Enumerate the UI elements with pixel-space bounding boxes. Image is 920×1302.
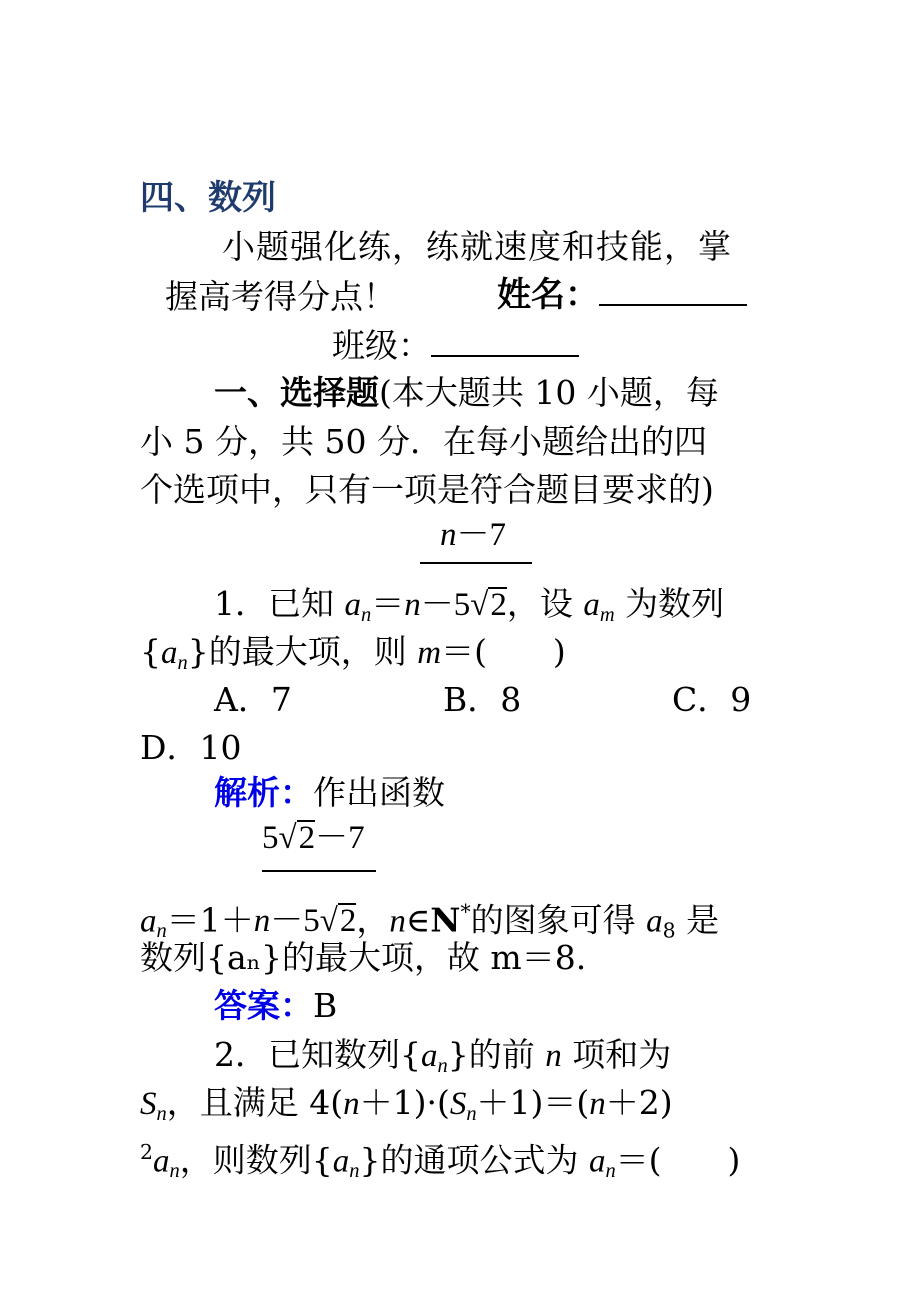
q1-analysis-line	[214, 773, 445, 813]
q1-option-a[interactable]: A．7	[214, 680, 292, 719]
analysis-line2-text: 数列{aₙ}的最大项，故 m＝8.	[140, 938, 587, 977]
q1-line2-a: 的最大项，则	[208, 632, 418, 671]
analysis-text: 作出函数	[313, 773, 445, 812]
part-title: 一、选择题	[214, 373, 379, 412]
q1-text-c: 为数列	[614, 584, 725, 623]
q2-line3-b: 的通项公式为	[380, 1140, 589, 1180]
q2-line3-a: ，则数列	[179, 1140, 312, 1180]
q2-line-3: $^2a_n$，则数列$\{a_n\}$的通项公式为 $a_n=$( )	[140, 1140, 741, 1183]
answer-value: B	[313, 986, 338, 1025]
analysis-frac-numerator: 5√2－7	[262, 820, 365, 856]
part-desc-3: 个选项中，只有一项是符合题目要求的)	[140, 470, 714, 509]
name-blank[interactable]	[599, 276, 747, 306]
q2-line1-a: 2．已知数列	[214, 1035, 400, 1074]
q1-option-d[interactable]: D．10	[140, 728, 242, 767]
class-label: 班级：	[332, 326, 431, 365]
q2-line-1: 2．已知数列$\{a_n\}$的前 n 项和为	[214, 1035, 672, 1078]
q1-option-c[interactable]: C．9	[672, 680, 752, 719]
q1-text-b: ，设	[506, 584, 584, 623]
analysis-line-a: ＝1＋	[166, 900, 254, 940]
class-blank[interactable]	[431, 327, 579, 357]
analysis-line-2	[140, 938, 586, 978]
analysis-line-d: 是	[675, 900, 720, 940]
q1-answer	[214, 986, 337, 1026]
intro-line-2	[165, 277, 396, 317]
class-field[interactable]	[332, 326, 579, 366]
q2-line1-b: 的前	[468, 1035, 546, 1074]
analysis-line-b: ，	[356, 900, 390, 940]
q1-line-1: 1．已知 $a_n=n-5√2$，设 $a_m$ 为数列	[214, 584, 725, 627]
intro-line-2-text: 握高考得分点！	[165, 277, 396, 316]
intro-line-1: 小题强化练，练就速度和技能，掌	[222, 227, 732, 266]
q1-text-a: 1．已知	[214, 584, 345, 623]
answer-label: 答案：	[214, 986, 313, 1025]
name-field[interactable]	[497, 275, 747, 315]
q1-frac-bar	[420, 562, 532, 564]
q2-line-2: $S_n$，且满足 $4(n+1)\cdot(S_n+1)=(n+2)$	[140, 1083, 673, 1126]
sqrt-icon: √	[470, 587, 489, 623]
part-desc-2: 小 5 分，共 50 分．在每小题给出的四	[140, 422, 707, 461]
q1-frac-numerator: n－7	[440, 517, 506, 553]
analysis-line-c: 的图象可得	[470, 900, 647, 940]
part-heading	[214, 373, 719, 413]
q2-line2-d: ＋2)	[605, 1083, 673, 1122]
q2-line2-b: ＋1)·(	[359, 1083, 450, 1122]
q1-line2-b: ＝( )	[441, 632, 566, 671]
q1-option-b[interactable]: B．8	[443, 680, 522, 719]
q2-line3-c: ＝( )	[615, 1140, 741, 1180]
q2-line1-c: 项和为	[561, 1035, 672, 1074]
q2-line2-a: ，且满足 4(	[166, 1083, 344, 1122]
analysis-label: 解析：	[214, 773, 313, 812]
name-label: 姓名：	[497, 275, 599, 315]
analysis-line-1: $a_n=1+n-5√2$，n∈N*的图象可得 $a_8$ 是	[140, 900, 720, 943]
part-desc-1: (本大题共 10 小题，每	[379, 373, 719, 412]
q1-line-2: $\{a_n\}$的最大项，则 m＝( )	[140, 632, 566, 675]
q2-line2-c: ＋1)＝(	[476, 1083, 590, 1122]
section-title: 四、数列	[140, 178, 276, 218]
analysis-frac-bar	[262, 870, 376, 872]
